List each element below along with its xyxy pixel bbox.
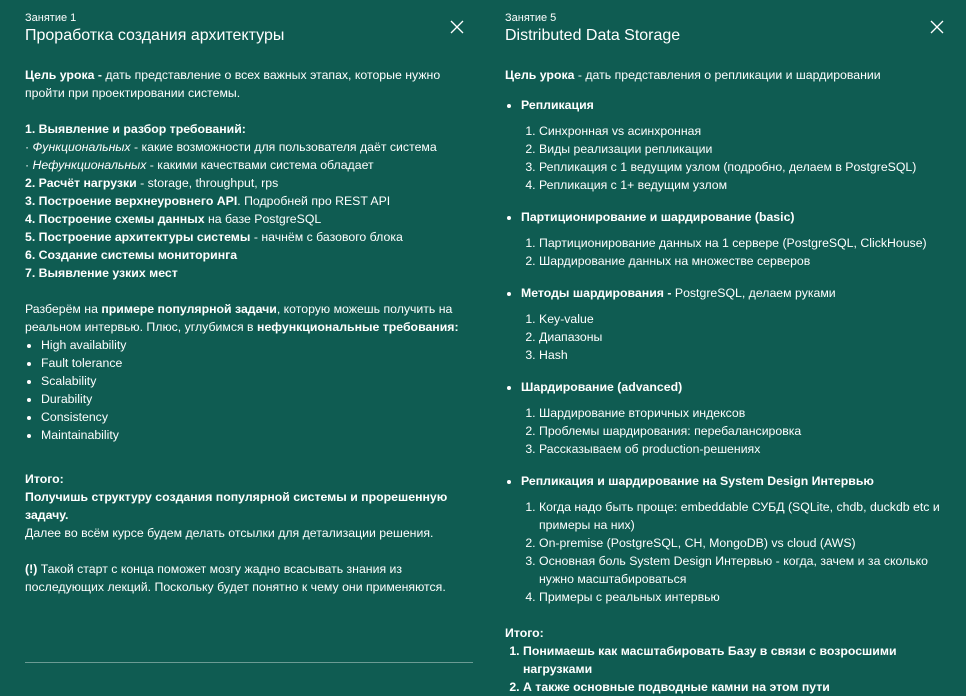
summary-text: Далее во всём курсе будем делать отсылки для детализации решения.	[25, 526, 434, 540]
lesson-title: Distributed Data Storage	[505, 27, 681, 44]
req-functional: · Функциональных - какие возможности для пользователя даёт система	[25, 140, 437, 154]
list-item: 1. Синхронная vs асинхронная	[539, 122, 950, 140]
lesson-description	[25, 66, 475, 596]
lesson-number: Занятие 1	[25, 12, 77, 24]
close-icon[interactable]	[450, 20, 464, 34]
list-item: 3. Рассказываем об production-решениях	[539, 440, 950, 458]
list-item: 2. Шардирование данных на множестве серверов	[539, 252, 950, 270]
list-item: 4. Примеры с реальных интервью	[539, 588, 950, 606]
list-item: • Scalability	[41, 372, 475, 390]
topic-sharding-methods: • Методы шардирования - PostgreSQL, делаем руками 1. Key-value 2. Диапазоны 3. Hash	[521, 284, 950, 364]
step-2: 2. Расчёт нагрузки - storage, throughput, rps	[25, 176, 279, 190]
step-6: 6. Создание системы мониторинга	[25, 248, 238, 262]
goal-text: - дать представления о репликации и шардировании	[574, 68, 881, 82]
list-item: 4. Репликация с 1+ ведущим узлом	[539, 176, 950, 194]
list-item: • Fault tolerance	[41, 354, 475, 372]
list-item: 2. Виды реализации репликации	[539, 140, 950, 158]
subtopic-list	[521, 234, 950, 270]
topic-partitioning: • Партиционирование и шардирование (basic) 1. Партиционирование данных на 1 сервере (PostgreSQL, ClickHouse) 2. Шардирование данных на множестве серверов	[521, 208, 950, 270]
steps-header: 1. Выявление и разбор требований:	[25, 122, 246, 136]
list-item: 1. Шардирование вторичных индексов	[539, 404, 950, 422]
subtopic-list	[521, 498, 950, 606]
goal-label: Цель урока	[505, 68, 575, 82]
goal-paragraph	[505, 66, 950, 84]
topic-replication: • Репликация 1. Синхронная vs асинхронная 2. Виды реализации репликации 3. Репликация с 1 ведущим узлом (подробно, делаем в PostgreSQL) 4. Репликация с 1+ ведущим узлом	[521, 96, 950, 194]
close-icon[interactable]	[930, 20, 944, 34]
list-item: • Maintainability	[41, 426, 475, 444]
list-item: 2. Проблемы шардирования: перебалансировка	[539, 422, 950, 440]
list-item: 3. Hash	[539, 346, 950, 364]
list-item: 3. Репликация с 1 ведущим узлом (подробно, делаем в PostgreSQL)	[539, 158, 950, 176]
goal-text: дать представление о всех важных этапах, которые нужно пройти при проектировании системы.	[25, 68, 441, 100]
summary-label: Итого:	[25, 472, 64, 486]
summary-label: Итого:	[505, 626, 544, 640]
nfr-list	[25, 336, 475, 444]
list-item: 1. Партиционирование данных на 1 сервере (PostgreSQL, ClickHouse)	[539, 234, 950, 252]
req-nonfunctional: · Нефункциональных - какими качествами система обладает	[25, 158, 374, 172]
list-item: • Durability	[41, 390, 475, 408]
goal-paragraph	[25, 66, 475, 102]
lesson-description	[505, 66, 950, 696]
goal-label: Цель урока -	[25, 68, 102, 82]
list-item: 2. On-premise (PostgreSQL, CH, MongoDB) vs cloud (AWS)	[539, 534, 950, 552]
step-7: 7. Выявление узких мест	[25, 266, 178, 280]
lesson-number: Занятие 5	[505, 12, 557, 24]
list-item: 1. Когда надо быть проще: embeddable СУБД (SQLite, chdb, duckdb etc и примеры на них)	[539, 498, 950, 534]
subtopic-list	[521, 404, 950, 458]
step-5: 5. Построение архитектуры системы - начнём с базового блока	[25, 230, 403, 244]
summary-bold: Получишь структуру создания популярной системы и прорешенную задачу.	[25, 490, 448, 522]
topics-list	[505, 96, 950, 606]
results-list	[505, 642, 950, 696]
list-item: 1. Key-value	[539, 310, 950, 328]
subtopic-list	[521, 122, 950, 194]
topic-interview: • Репликация и шардирование на System Design Интервью 1. Когда надо быть проще: embeddable СУБД (SQLite, chdb, duckdb etc и примеры на них) 2. On-premise (PostgreSQL, CH, MongoDB) vs cloud (AWS) 3. Основная боль System Design Интервью - когда, зачем и за сколько нужно масштабироваться 4. Примеры с реальных интервью	[521, 472, 950, 606]
list-item: 3. Основная боль System Design Интервью - когда, зачем и за сколько нужно масштабироваться	[539, 552, 950, 588]
divider	[25, 662, 473, 663]
step-4: 4. Построение схемы данных на базе PostgreSQL	[25, 212, 322, 226]
list-item: • Consistency	[41, 408, 475, 426]
list-item: • High availability	[41, 336, 475, 354]
topic-sharding-advanced: • Шардирование (advanced) 1. Шардирование вторичных индексов 2. Проблемы шардирования: перебалансировка 3. Рассказываем об production-решениях	[521, 378, 950, 458]
task-paragraph: Разберём на примере популярной задачи, которую можешь получить на реальном интервью. Плюс, углубимся в нефункциональные требования:	[25, 302, 459, 334]
lesson-title: Проработка создания архитектуры	[25, 27, 285, 44]
note-paragraph: (!) Такой старт с конца поможет мозгу жадно всасывать знания из последующих лекций. Поскольку будет понятно к чему они применяются.	[25, 562, 446, 594]
list-item: 2. А также основные подводные камни на этом пути	[523, 678, 950, 696]
subtopic-list	[521, 310, 950, 364]
step-3: 3. Построение верхнеуровнего API. Подробней про REST API	[25, 194, 391, 208]
list-item: 1. Понимаешь как масштабировать Базу в связи с возросшими нагрузками	[523, 642, 950, 678]
list-item: 2. Диапазоны	[539, 328, 950, 346]
